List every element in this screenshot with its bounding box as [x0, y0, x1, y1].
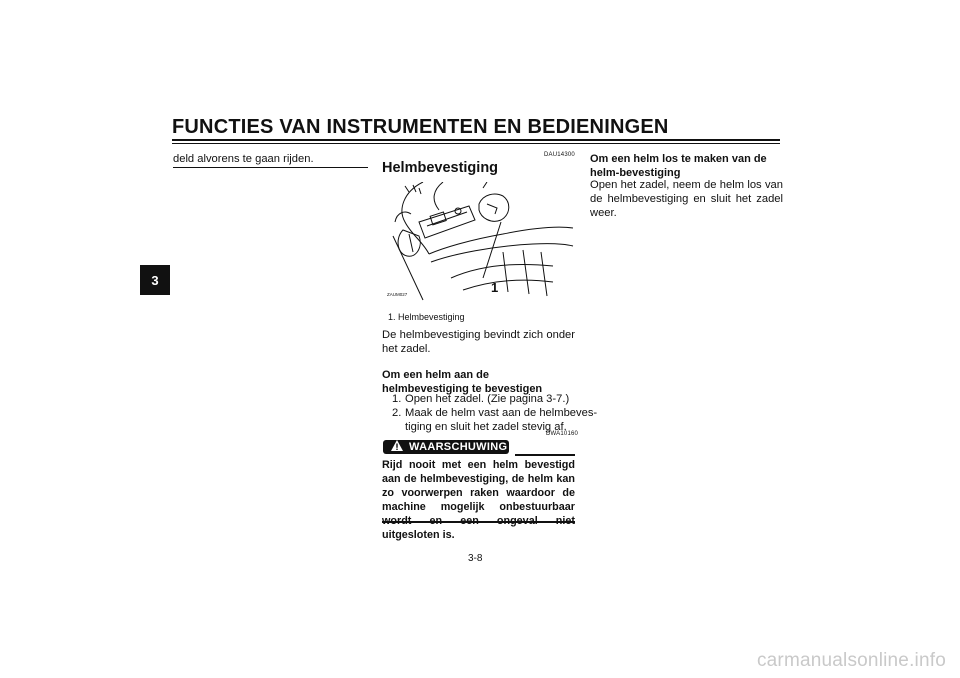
- header-rule-top: [172, 139, 780, 141]
- header-rule-bottom: [172, 143, 780, 144]
- left-column-end-rule: [173, 167, 368, 168]
- warning-triangle-icon: [391, 440, 403, 454]
- attach-subsection-title: Om een helm aan de helmbevestiging te bevestigen: [382, 369, 543, 395]
- step-2-text: Maak de helm vast aan de helmbeves-: [405, 407, 598, 419]
- warning-code: DWA10160: [546, 431, 579, 437]
- figure-code: ZAUM027: [387, 292, 408, 297]
- intro-text: De helmbevestiging bevindt zich onder het zadel.: [382, 329, 575, 355]
- warning-badge: [383, 440, 509, 454]
- watermark: carmanualsonline.info: [756, 650, 946, 671]
- chapter-tab: 3: [140, 265, 170, 295]
- page-number: 3-8: [468, 553, 483, 564]
- helmet-holder-figure: [383, 182, 575, 302]
- step-2-number: 2.: [392, 407, 402, 419]
- figure-caption: 1. Helmbevestiging: [388, 312, 465, 322]
- step-1-number: 1.: [392, 393, 402, 405]
- continued-text: deld alvorens te gaan rijden.: [173, 153, 314, 165]
- step-2-text-continued: tiging en sluit het zadel stevig af.: [405, 421, 567, 433]
- warning-text: Rijd nooit met een helm bevestigd aan de helmbevestiging, de helm kan zo voorwerpen raken waardoor de machine mogelijk onbestuurbaar uitgesloten is.: [382, 459, 575, 541]
- callout-number: 1: [491, 280, 499, 295]
- section-title: Helmbevestiging: [382, 160, 499, 176]
- warning-bottom-rule: [382, 521, 575, 523]
- step-1-text: Open het zadel. (Zie pagina 3-7.): [405, 393, 570, 405]
- section-code: DAU14300: [544, 152, 575, 158]
- release-text: Open het zadel, neem de helm los van de helmbevestiging en sluit het zadel weer.: [590, 179, 783, 219]
- page-title: FUNCTIES VAN INSTRUMENTEN EN BEDIENINGEN: [172, 116, 669, 138]
- warning-label: WAARSCHUWING: [409, 441, 508, 453]
- helmet-holder-illustration: [383, 182, 575, 302]
- warning-top-rule: [515, 454, 575, 456]
- release-subsection-title: Om een helm los te maken van de helm-bevestiging: [590, 153, 767, 179]
